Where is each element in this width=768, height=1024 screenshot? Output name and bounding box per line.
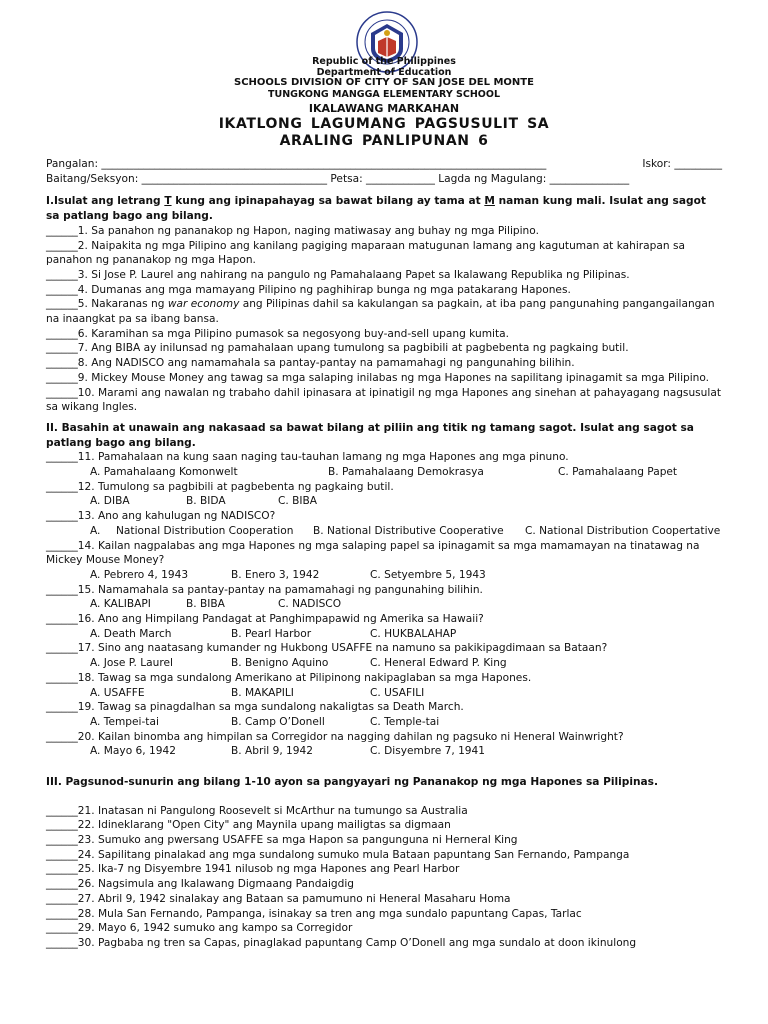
option-a-label: A. [90,524,101,537]
answer-options [46,597,722,612]
question-item: ______20. Kailan binomba ang himpilan sa Corregidor na nagging dahilan ng pagsuko ni Heneral Wainwright? [46,730,624,743]
score-field[interactable]: Iskor: _________ [642,158,722,170]
question-item: ______19. Tawag sa pinagdalhan sa mga sundalong nakaligtas sa Death March. [46,701,464,714]
answer-options [46,715,722,730]
part2-instructions: II. Basahin at unawain ang nakasaad sa bawat bilang at piliin ang titik ng tamang sagot. Isulat ang sagot sa patlang bago ang bilang. [46,421,694,449]
option-c: C. Pamahalaang Papet [558,466,678,479]
option-a: A. Death March [90,627,172,640]
option-a: National Distribution Cooperation [116,524,294,537]
question-item: ______6. Karamihan sa mga Pilipino pumasok sa negosyong buy-and-sell upang kumita. [46,327,509,340]
question-item: ______15. Namamahala sa pantay-pantay na pamamahagi ng pangunahing bilihin. [46,583,483,596]
sequence-item: ______22. Idineklarang "Open City" ang Maynila upang mailigtas sa digmaan [46,819,451,832]
answer-options [46,524,722,539]
answer-options [46,744,722,759]
part3-instructions: III. Pagsunod-sunurin ang bilang 1-10 ayon sa pangyayari ng Pananakop ng mga Hapones sa Pilipinas. [46,775,658,788]
option-a: A. DIBA [90,495,130,508]
option-b: B. National Distributive Cooperative [313,524,504,537]
option-b: B. BIDA [186,495,226,508]
question-item: ______5. Nakaranas ng war economy ang Pilipinas dahil sa kakulangan sa pagkain, at iba pang pangunahing pangangailangan na inaangkat pa sa ibang bansa. [46,298,715,326]
option-b: B. Benigno Aquino [231,657,329,670]
sequence-item: ______24. Sapilitang pinalakad ang mga sundalong sumuko mula Bataan papuntang San Fernando, Pampanga [46,848,630,861]
option-a: A. Pamahalaang Komonwelt [90,466,238,479]
option-b: B. MAKAPILI [231,686,294,699]
answer-options [46,686,722,701]
division-line: SCHOOLS DIVISION OF CITY OF SAN JOSE DEL MONTE [234,77,534,88]
question-item: ______14. Kailan nagpalabas ang mga Hapones ng mga salaping papel sa ipinagamit sa mga mamamayan na tinatawag na Mickey Mouse Money? [46,539,700,567]
option-a: A. USAFFE [90,686,145,699]
school-line: TUNGKONG MANGGA ELEMENTARY SCHOOL [268,89,500,100]
question-item: ______9. Mickey Mouse Money ang tawag sa mga salaping inilabas ng mga Hapones na sapilitang ipinagamit sa mga Pilipino. [46,371,710,384]
option-b: B. Camp O’Donell [231,715,325,728]
sequence-item: ______30. Pagbaba ng tren sa Capas, pinaglakad papuntang Camp O’Donell ang mga sundalo at doon ikinulong [46,937,637,949]
option-b: B. Pearl Harbor [231,627,312,640]
option-a: A. Mayo 6, 1942 [90,745,176,758]
option-c: C. USAFILI [370,686,425,699]
option-c: C. Setyembre 5, 1943 [370,568,486,581]
title-line-2: ARALING PANLIPUNAN 6 [279,133,489,149]
option-c: C. BIBA [278,495,318,508]
answer-options [46,568,722,583]
quarter-line: IKALAWANG MARKAHAN [308,102,460,115]
student-info-line-2[interactable]: Baitang/Seksyon: ___________________________________ Petsa: _____________ Lagda ng Magulang: _______________ [46,172,630,185]
department-line: Department of Education [316,67,452,78]
question-item: ______8. Ang NADISCO ang namamahala sa pantay-pantay na pamamahagi ng pangunahing bilihin. [46,357,575,370]
name-field[interactable]: Pangalan: ____________________________________________________________________________________ [46,158,547,170]
question-item: ______12. Tumulong sa pagbibili at pagbebenta ng pagkaing butil. [46,480,394,493]
sequence-item: ______26. Nagsimula ang Ikalawang Digmaang Pandaigdig [46,878,355,891]
option-a: A. Tempei-tai [90,715,159,728]
question-item: ______16. Ano ang Himpilang Pandagat at Panghimpapawid ng Amerika sa Hawaii? [46,613,484,626]
option-c: C. Temple-tai [370,715,440,728]
answer-options [46,627,722,642]
answer-options [46,494,722,509]
question-item: ______4. Dumanas ang mga mamayang Pilipino ng paghihirap bunga ng mga patakarang Hapones. [46,283,571,296]
question-item: ______17. Sino ang naatasang kumander ng Hukbong USAFFE na namuno sa pakikipagdimaan sa Bataan? [46,642,608,655]
sequence-item: ______21. Inatasan ni Pangulong Roosevelt si McArthur na tumungo sa Australia [46,804,468,817]
option-c: C. Heneral Edward P. King [370,657,507,670]
option-b: B. Enero 3, 1942 [231,568,320,581]
option-c: C. NADISCO [278,598,342,611]
student-info-line-1 [46,157,722,172]
sequence-item: ______29. Mayo 6, 1942 sumuko ang kampo sa Corregidor [46,922,353,935]
option-a: A. KALIBAPI [90,598,151,611]
sequence-item: ______23. Sumuko ang pwersang USAFFE sa mga Hapon sa pangunguna ni Herneral King [46,834,518,847]
republic-line: Republic of the Philippines [312,56,456,67]
answer-options [46,656,722,671]
question-item: ______10. Marami ang nawalan ng trabaho dahil ipinasara at ipinatigil ng mga Hapones ang sinehan at pahayagang nagsusulat sa wikang Ingles. [46,386,721,414]
question-item: ______7. Ang BIBA ay inilunsad ng pamahalaan upang tumulong sa pagbibili at pagbebenta ng pagkaing butil. [46,342,629,355]
option-a: A. Pebrero 4, 1943 [90,568,189,581]
question-item: ______3. Si Jose P. Laurel ang nahirang na pangulo ng Pamahalaang Papet sa Ikalawang Republika ng Pilipinas. [46,268,630,281]
option-c: C. National Distribution Coopertative [525,524,721,537]
question-item: ______2. Naipakita ng mga Pilipino ang kanilang pagiging maparaan matugunan lamang ang kagutuman at kahirapan sa panahon ng pananakop ng mga Hapon. [46,239,685,267]
part1-instructions: I.Isulat ang letrang T kung ang ipinapahayag sa bawat bilang ay tama at M naman kung mali. Isulat ang sagot sa patlang bago ang bilang. [46,195,706,223]
sequence-item: ______25. Ika-7 ng Disyembre 1941 nilusob ng mga Hapones ang Pearl Harbor [46,863,460,876]
worksheet-content [46,157,722,951]
question-item: ______11. Pamahalaan na kung saan naging tau-tauhan lamang ng mga Hapones ang mga pinuno. [46,451,569,464]
question-item: ______18. Tawag sa mga sundalong Amerikano at Pilipinong nakipaglaban sa mga Hapones. [46,671,532,684]
answer-options [46,465,722,480]
title-line-1: IKATLONG LAGUMANG PAGSUSULIT SA [218,116,550,132]
sequence-item: ______27. Abril 9, 1942 sinalakay ang Bataan sa pamumuno ni Heneral Masaharu Homa [46,892,511,905]
option-b: B. Pamahalaang Demokrasya [328,466,484,479]
question-item: ______13. Ano ang kahulugan ng NADISCO? [46,510,276,523]
question-item: ______1. Sa panahon ng pananakop ng Hapon, naging matiwasay ang buhay ng mga Pilipino. [46,224,539,237]
option-b: B. BIBA [186,598,225,611]
option-c: C. HUKBALAHAP [370,627,457,640]
option-c: C. Disyembre 7, 1941 [370,745,486,758]
sequence-item: ______28. Mula San Fernando, Pampanga, isinakay sa tren ang mga sundalo papuntang Capas, Tarlac [46,907,582,920]
option-a: A. Jose P. Laurel [90,657,173,670]
option-b: B. Abril 9, 1942 [231,745,314,758]
